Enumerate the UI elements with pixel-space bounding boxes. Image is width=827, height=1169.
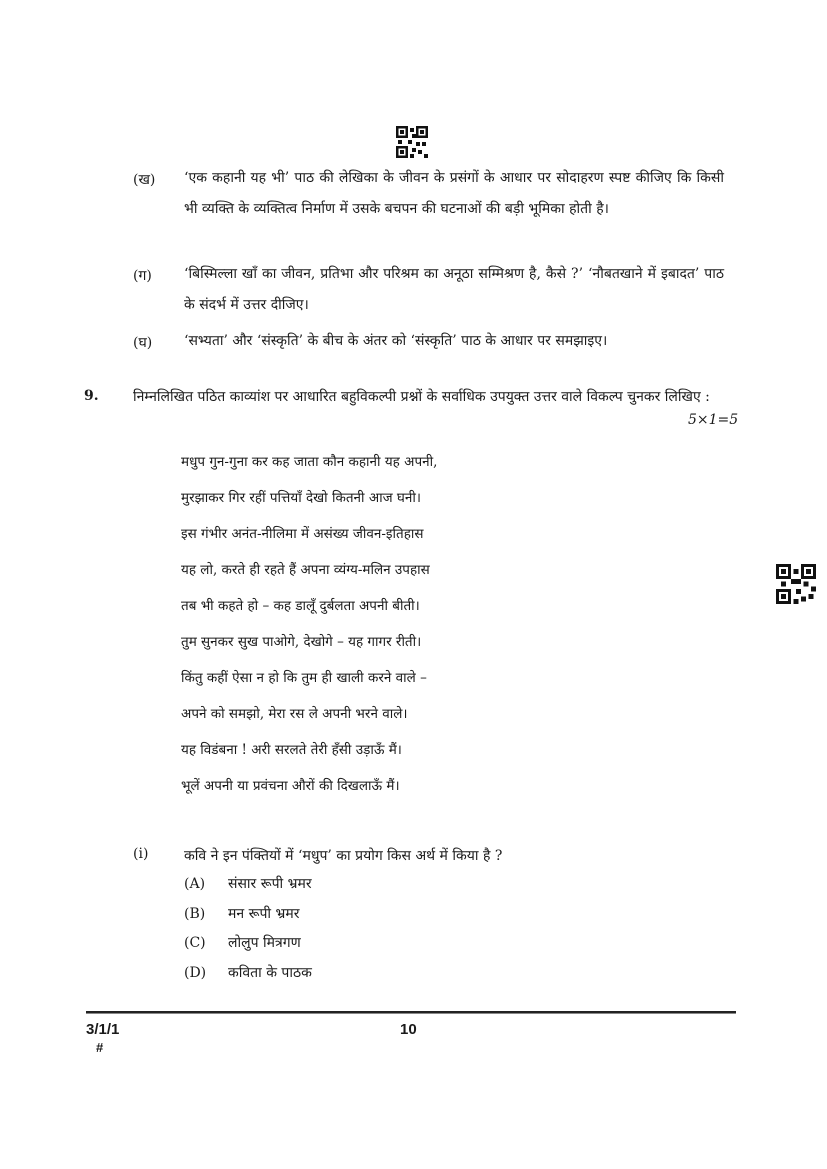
- subquestion-text: ‘सभ्यता’ और ‘संस्कृति’ के बीच के अंतर को ‘संस्कृति’ पाठ के आधार पर समझाइए।: [184, 333, 608, 349]
- poem-line: मधुप गुन-गुना कर कह जाता कौन कहानी यह अपनी,: [181, 454, 438, 470]
- poem-excerpt: [181, 444, 437, 804]
- poem-line: तुम सुनकर सुख पाओगे, देखोगे – यह गागर रीती।: [181, 634, 422, 650]
- subquestion-label: (ग): [133, 268, 152, 284]
- poem-line: यह लो, करते ही रहते हैं अपना व्यंग्य-मलिन उपहास: [181, 562, 430, 578]
- subquestion-label: (ख): [133, 172, 156, 188]
- poem-line: अपने को समझो, मेरा रस ले अपनी भरने वाले।: [181, 706, 408, 722]
- subquestion-text: ‘बिस्मिल्ला खाँ का जीवन, प्रतिभा और परिश्रम का अनूठा सम्मिश्रण है, कैसे ?’ ‘नौबतखाने में इबादत’ पाठ के संदर्भ में उत्तर दीजिए।: [184, 266, 724, 313]
- mcq-option-a: [184, 870, 312, 900]
- option-text: लोलुप मित्रगण: [228, 935, 301, 951]
- option-text: संसार रूपी भ्रमर: [228, 876, 312, 892]
- footer-divider: [86, 1011, 736, 1014]
- option-text: मन रूपी भ्रमर: [228, 905, 300, 922]
- mcq-option-c: [184, 929, 312, 959]
- mcq-option-b: [184, 900, 312, 930]
- question-number: 9.: [84, 388, 99, 404]
- mcq-question: कवि ने इन पंक्तियों में ‘मधुप’ का प्रयोग किस अर्थ में किया है ?: [184, 848, 503, 864]
- poem-line: मुरझाकर गिर रहीं पत्तियाँ देखो कितनी आज घनी।: [181, 490, 422, 506]
- qr-code-side: [776, 564, 816, 604]
- mcq-option-d: [184, 959, 312, 989]
- poem-line: यह विडंबना ! अरी सरलते तेरी हँसी उड़ाऊँ मैं।: [181, 742, 402, 758]
- option-letter: (B): [184, 905, 206, 922]
- mcq-options: [184, 870, 312, 988]
- mcq-label: (i): [133, 846, 149, 862]
- subquestion-text: ‘एक कहानी यह भी’ पाठ की लेखिका के जीवन के प्रसंगों के आधार पर सोदाहरण स्पष्ट कीजिए कि किसी भी व्यक्ति के व्यक्तित्व निर्माण में उसके बचपन की घटनाओं की बड़ी भूमिका होती है।: [184, 170, 724, 217]
- poem-line: भूलें अपनी या प्रवंचना औरों की दिखलाऊँ मैं।: [181, 778, 400, 794]
- footer-hash: #: [96, 1040, 104, 1055]
- paper-code: 3/1/1: [86, 1021, 120, 1038]
- subquestion-label: (घ): [133, 335, 153, 351]
- option-letter: (C): [184, 935, 206, 951]
- question-marks: 5×1=5: [688, 412, 739, 428]
- poem-line: तब भी कहते हो – कह डालूँ दुर्बलता अपनी बीती।: [181, 598, 420, 614]
- question-instruction: निम्नलिखित पठित काव्यांश पर आधारित बहुविकल्पी प्रश्नों के सर्वाधिक उपयुक्त उत्तर वाले विकल्प चुनकर लिखिए :: [133, 389, 710, 405]
- option-text: कविता के पाठक: [228, 964, 312, 981]
- option-letter: (D): [184, 964, 207, 981]
- option-letter: (A): [184, 876, 206, 892]
- poem-line: किंतु कहीं ऐसा न हो कि तुम ही खाली करने वाले –: [181, 670, 427, 686]
- qr-code-top: [396, 126, 428, 158]
- poem-line: इस गंभीर अनंत-नीलिमा में असंख्य जीवन-इतिहास: [181, 526, 424, 542]
- page-number: 10: [400, 1021, 417, 1038]
